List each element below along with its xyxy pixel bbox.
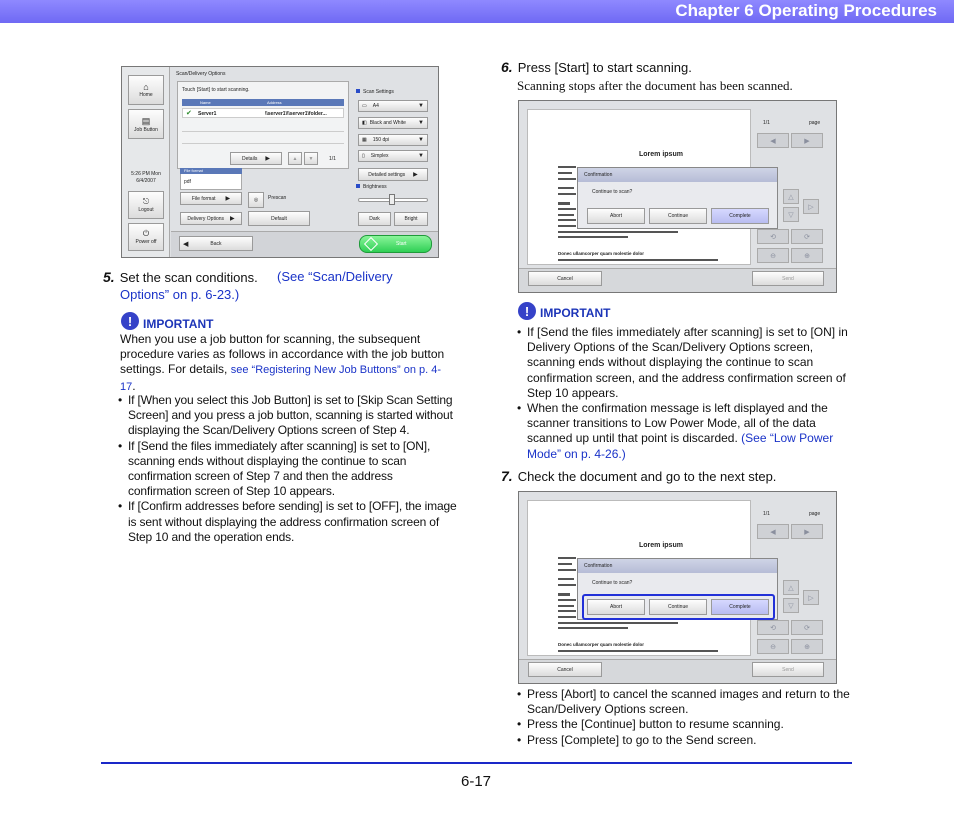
dialog-question: Continue to scan? xyxy=(592,189,633,195)
brightness-heading: Brightness xyxy=(356,184,387,190)
abort-button[interactable]: Abort xyxy=(587,208,645,224)
back-arrow-icon: ◀ xyxy=(183,240,189,248)
color-icon: ◧ xyxy=(362,120,367,126)
list-item: • Press the [Continue] button to resume scanning. xyxy=(517,717,857,732)
page-count: 1/1 xyxy=(329,156,336,162)
list-item: • When the confirmation message is left displayed and the scanner transitions to Low Power Mode, all of the data scanned up until that point is discarded. (See “Low Power Mode” on p. 4-26.) xyxy=(517,401,853,462)
check-icon: ✔ xyxy=(186,110,192,117)
rotate-right-button[interactable] xyxy=(791,229,823,244)
color-select[interactable]: ◧ Black and White ▼ xyxy=(358,117,428,129)
brightness-slider-handle[interactable] xyxy=(389,194,395,205)
list-item: • If [When you select this Job Button] is set to [Skip Scan Setting Screen] and you press a job button, scanning is started without displaying the Scan/Delivery Options screen of Step 4. xyxy=(118,393,458,439)
doc-title: Lorem ipsum xyxy=(639,151,683,158)
chapter-title: Chapter 6 Operating Procedures xyxy=(675,1,937,20)
step-5: 5. Set the scan conditions. xyxy=(103,269,258,285)
address-row-empty xyxy=(182,135,344,144)
dpi-icon: ▦ xyxy=(362,137,367,143)
list-item: • If [Send the files immediately after scanning] is set to [ON] in Delivery Options of the Scan/Delivery Options screen, scanning ends without displaying the continue to scan confirmation screen, and the address confirmation screen of Step 10 appears. xyxy=(517,325,853,401)
power-icon: ⏻ xyxy=(142,229,150,238)
continue-button[interactable]: Continue xyxy=(649,599,707,615)
list-item: • Press [Complete] to go to the Send screen. xyxy=(517,733,857,748)
page-number: 6-17 xyxy=(461,773,492,790)
cancel-button[interactable]: Cancel xyxy=(528,271,602,286)
important-1-list xyxy=(118,393,458,545)
exclamation-icon: ! xyxy=(518,302,536,320)
page-label: page xyxy=(809,120,821,126)
step-7-list xyxy=(517,687,857,748)
scan-delivery-options-screenshot xyxy=(121,66,439,258)
dialog-title: Confirmation xyxy=(578,559,777,573)
scroll-up-button[interactable]: △ xyxy=(783,189,799,204)
clock-time: 5:26 PM Mon xyxy=(131,171,161,177)
detailed-settings-button[interactable]: Detailed settings ▶ xyxy=(358,168,428,181)
dark-button[interactable]: Dark xyxy=(358,212,391,226)
zoom-in-icon: ⊕ xyxy=(804,252,810,260)
clock-date: 6/4/2007 xyxy=(136,178,156,184)
rotate-left-icon: ⟲ xyxy=(770,624,776,632)
abort-button[interactable]: Abort xyxy=(587,599,645,615)
side-select[interactable]: ▯ Simplex ▼ xyxy=(358,150,428,162)
low-power-mode-link[interactable]: (See “Low Power Mode” on p. 4-26.) xyxy=(527,431,834,461)
logout-icon: ⎋ xyxy=(142,197,150,206)
confirmation-dialog xyxy=(577,558,778,620)
confirmation-dialog xyxy=(577,167,778,229)
home-button[interactable]: ⌂ Home xyxy=(128,75,164,105)
confirmation-highlight-screenshot xyxy=(518,491,837,684)
zoom-out-icon: ⊖ xyxy=(770,643,776,651)
doc-subheading: Donec ullamcorper quam molestie dolor xyxy=(558,642,645,647)
zoom-in-button[interactable] xyxy=(791,639,823,654)
step-7: 7. Check the document and go to the next step. xyxy=(501,468,777,484)
footer-rule xyxy=(101,762,852,764)
zoom-out-icon: ⊖ xyxy=(770,252,776,260)
step-5-link-line2[interactable]: Options” on p. 6-23.) xyxy=(120,287,240,302)
list-item: • If [Send the files immediately after scanning] is set to [ON], scanning ends without displaying the continue to scan confirmation screen of Step 7 and then the address confirmation screen of Step 10 appears. xyxy=(118,439,458,500)
scroll-down-button[interactable]: ▼ xyxy=(304,152,318,165)
job-icon: ▤ xyxy=(141,115,151,126)
zoom-out-button[interactable] xyxy=(757,639,789,654)
back-button[interactable]: ◀ Back xyxy=(179,236,253,251)
address-row-empty xyxy=(182,123,344,132)
rotate-left-button[interactable] xyxy=(757,620,789,635)
dialog-title: Confirmation xyxy=(578,168,777,182)
page-count: 1/1 xyxy=(763,511,770,517)
size-icon: ▭ xyxy=(362,103,367,109)
side-next-button[interactable]: ▷ xyxy=(803,590,819,605)
bright-button[interactable]: Bright xyxy=(394,212,428,226)
file-name-label: File format xyxy=(180,168,242,174)
important-heading-1: ! IMPORTANT xyxy=(121,311,213,331)
step-6: 6. Press [Start] to start scanning. xyxy=(501,59,692,75)
screen-title: Scan/Delivery Options xyxy=(176,71,226,77)
send-button[interactable]: Send xyxy=(752,662,824,677)
step-6-subtext: Scanning stops after the document has been scanned. xyxy=(517,78,793,93)
zoom-out-button[interactable] xyxy=(757,248,789,263)
chapter-header-bar xyxy=(0,0,954,23)
important-heading-2: ! IMPORTANT xyxy=(518,302,610,320)
next-page-button[interactable]: ▶ xyxy=(791,524,823,539)
step-5-link-line1[interactable]: (See “Scan/Delivery xyxy=(277,269,393,284)
doc-title: Lorem ipsum xyxy=(639,542,683,549)
side-next-button[interactable]: ▷ xyxy=(803,199,819,214)
send-button[interactable]: Send xyxy=(752,271,824,286)
details-button[interactable]: Details ▶ xyxy=(230,152,282,165)
dpi-select[interactable]: ▦ 150 dpi ▼ xyxy=(358,134,428,146)
next-page-button[interactable]: ▶ xyxy=(791,133,823,148)
important-2-list xyxy=(517,325,853,462)
address-table-header: Name Address xyxy=(182,99,344,106)
prescan-label: Prescan xyxy=(268,195,287,201)
instruction-text: Touch [Start] to start scanning. xyxy=(182,87,250,93)
page-label: page xyxy=(809,511,821,517)
exclamation-icon: ! xyxy=(121,312,139,330)
complete-button[interactable]: Complete xyxy=(711,208,769,224)
scroll-down-button[interactable]: ▽ xyxy=(783,207,799,222)
logout-button[interactable]: ⎋ Logout xyxy=(128,191,164,219)
zoom-in-button[interactable] xyxy=(791,248,823,263)
file-format-button[interactable]: File format ▶ xyxy=(180,192,242,205)
prev-page-button[interactable]: ◀ xyxy=(757,133,789,148)
default-button[interactable]: Default xyxy=(248,211,310,226)
scroll-up-button[interactable]: △ xyxy=(783,580,799,595)
registering-job-buttons-link[interactable]: see “Registering New Job Buttons” on p. 4-17 xyxy=(120,364,442,393)
rotate-right-button[interactable] xyxy=(791,620,823,635)
job-button-nav[interactable]: ▤ Job Button xyxy=(128,109,164,139)
prev-page-button[interactable]: ◀ xyxy=(757,524,789,539)
file-value: pdf xyxy=(184,179,191,185)
rotate-left-icon: ⟲ xyxy=(770,233,776,241)
list-item: • If [Confirm addresses before sending] is set to [OFF], the image is sent without displaying the address confirmation screen of Step 10 and the operation ends. xyxy=(118,499,458,545)
start-button[interactable]: Start xyxy=(359,235,432,253)
scan-settings-heading: Scan Settings xyxy=(356,89,394,95)
delivery-options-button[interactable]: Delivery Options ▶ xyxy=(180,212,242,225)
confirmation-screenshot xyxy=(518,100,837,293)
doc-subheading: Donec ullamcorper quam molestie dolor xyxy=(558,251,645,256)
start-icon xyxy=(364,237,378,251)
page-count: 1/1 xyxy=(763,120,770,126)
power-off-button[interactable]: ⏻ Power off xyxy=(128,223,164,251)
side-icon: ▯ xyxy=(362,153,365,159)
rotate-right-icon: ⟳ xyxy=(804,624,810,632)
rotate-right-icon: ⟳ xyxy=(804,233,810,241)
rotate-left-button[interactable] xyxy=(757,229,789,244)
scroll-down-button[interactable]: ▽ xyxy=(783,598,799,613)
size-select[interactable]: ▭ A4 ▼ xyxy=(358,100,428,112)
cancel-button[interactable]: Cancel xyxy=(528,662,602,677)
dialog-question: Continue to scan? xyxy=(592,580,633,586)
scroll-up-button[interactable]: ▲ xyxy=(288,152,302,165)
home-icon: ⌂ xyxy=(143,82,149,92)
complete-button[interactable]: Complete xyxy=(711,599,769,615)
address-row[interactable]: ✔ Server1 \\server1\\\server1\folder... xyxy=(182,108,344,118)
zoom-in-icon: ⊕ xyxy=(804,643,810,651)
list-item: • Press [Abort] to cancel the scanned images and return to the Scan/Delivery Options screen. xyxy=(517,687,857,717)
important-1-paragraph: When you use a job button for scanning, the subsequent procedure varies as follows in accordance with the job button settings. For details, see “Registering New Job Buttons” on p. 4-17. xyxy=(120,332,445,393)
continue-button[interactable]: Continue xyxy=(649,208,707,224)
prescan-toggle[interactable]: ◎ xyxy=(248,192,264,208)
